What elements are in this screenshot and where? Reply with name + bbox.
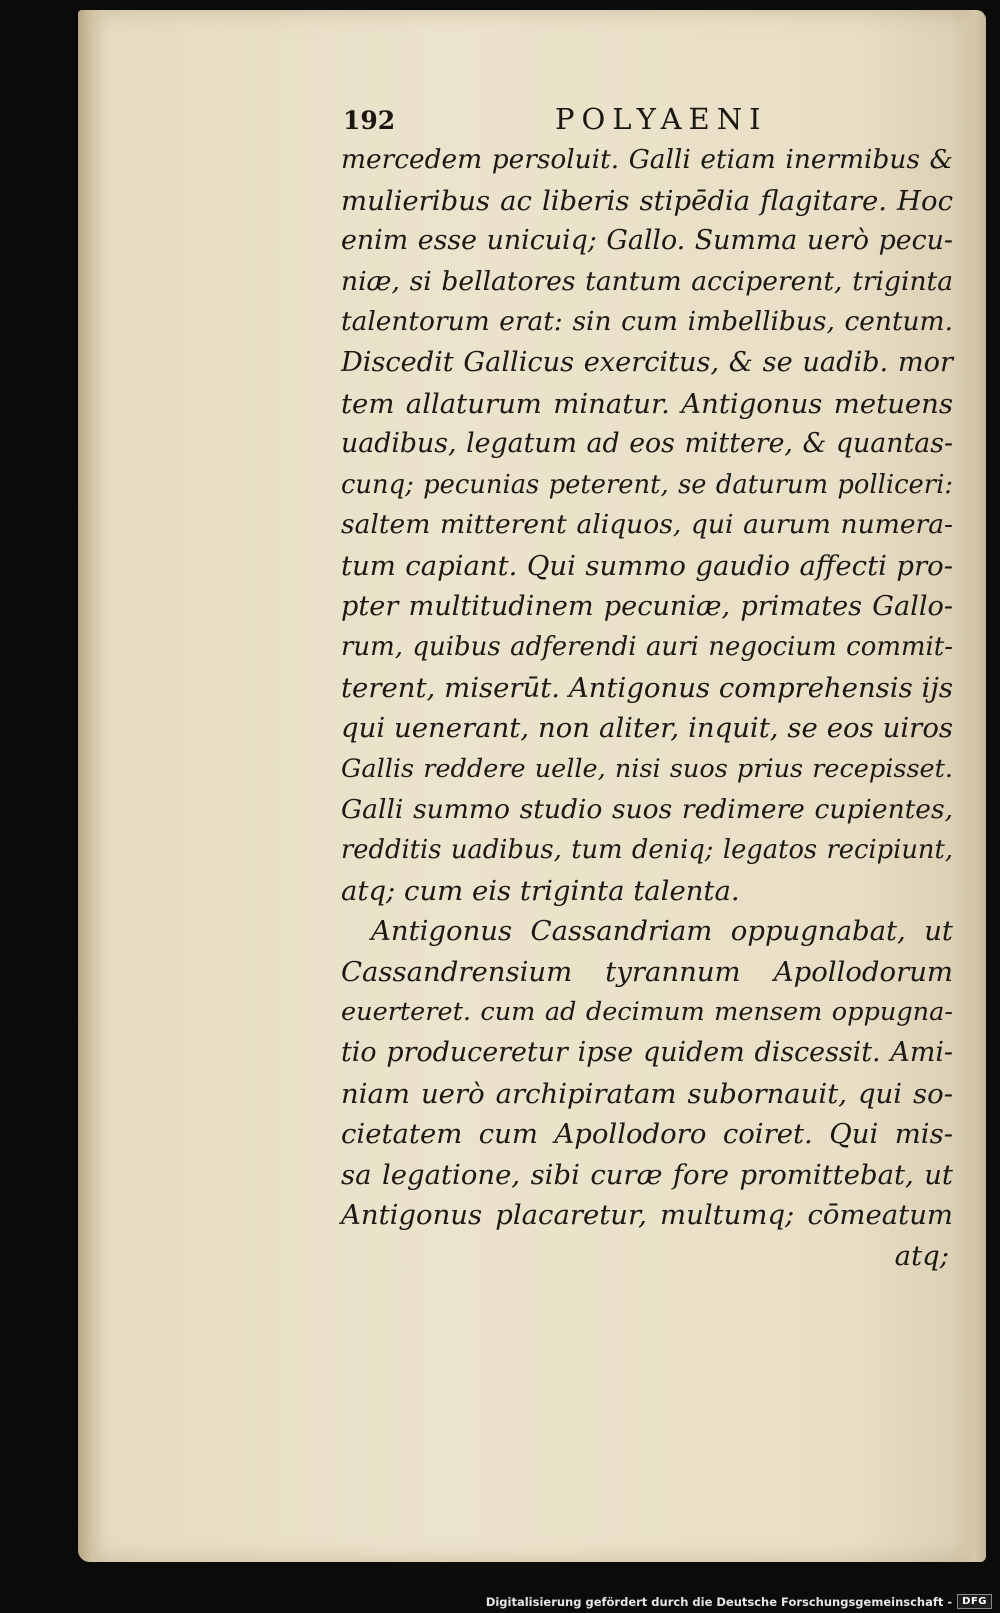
text-line: cunq; pecunias peterent, se daturum polliceri: [341,469,953,500]
credit-text: Digitalisierung gefördert durch die Deutsche Forschungsgemeinschaft - [485,1594,953,1609]
text-line: terent, miserūt. Antigonus comprehensis ijs [341,671,953,704]
book-page [78,10,986,1562]
text-line: qui uenerant, non aliter, inquit, se eos uiros [341,712,953,745]
page-outer-edge [956,10,986,1562]
text-line: tem allaturum minatur. Antigonus metuens [341,387,953,420]
text-line: pter multitudinem pecuniæ, primates Gallo- [341,590,953,622]
page-number: 192 [343,106,396,135]
dfg-logo: DFG [957,1594,992,1609]
text-line: Galli summo studio suos redimere cupientes, [341,793,953,825]
text-line: rum, quibus adferendi auri negocium commit- [341,632,953,663]
running-head [343,102,983,142]
text-line: uadibus, legatum ad eos mittere, & quantas- [341,428,953,460]
text-line: enim esse unicuiq; Gallo. Summa uerò pecu- [341,225,953,257]
text-line: Cassandrensium tyrannum Apollodorum [341,955,953,988]
text-line: tum capiant. Qui summo gaudio affecti pro- [341,549,953,582]
text-line: Discedit Gallicus exercitus, & se uadib. mor [341,346,953,378]
digitization-credit [486,1594,992,1609]
text-block [341,140,953,1277]
paragraph-start-line: Antigonus Cassandriam oppugnabat, ut [371,915,953,948]
text-line: talentorum erat: sin cum imbellibus, centum. [341,306,953,338]
text-line: mercedem persoluit. Galli etiam inermibus & [341,145,953,175]
paragraph-end-line: atq; cum eis triginta talenta. [341,874,740,907]
text-line: cietatem cum Apollodoro coiret. Qui mis- [341,1118,953,1151]
text-line: euerteret. cum ad decimum mensem oppugna- [341,997,953,1028]
text-line: mulieribus ac liberis stipēdia flagitare. Hoc [341,184,953,217]
text-line: tio produceretur ipse quidem discessit. Ami- [341,1037,953,1069]
text-line: Antigonus placaretur, multumq; cōmeatum [341,1199,953,1232]
text-line: niam uerò archipiratam subornauit, qui so- [341,1077,953,1110]
text-line: redditis uadibus, tum deniq; legatos recipiunt, [341,835,953,866]
text-line: Gallis reddere uelle, nisi suos prius recepisset. [341,753,953,784]
text-line: niæ, si bellatores tantum acciperent, triginta [341,265,953,297]
text-line: saltem mitterent aliquos, qui aurum numera- [341,509,953,541]
catchword: atq; [894,1240,949,1273]
text-line: sa legatione, sibi curæ fore promittebat, ut [341,1158,953,1191]
page-gutter-shadow [78,10,104,1562]
running-title: POLYAENI [555,102,768,136]
